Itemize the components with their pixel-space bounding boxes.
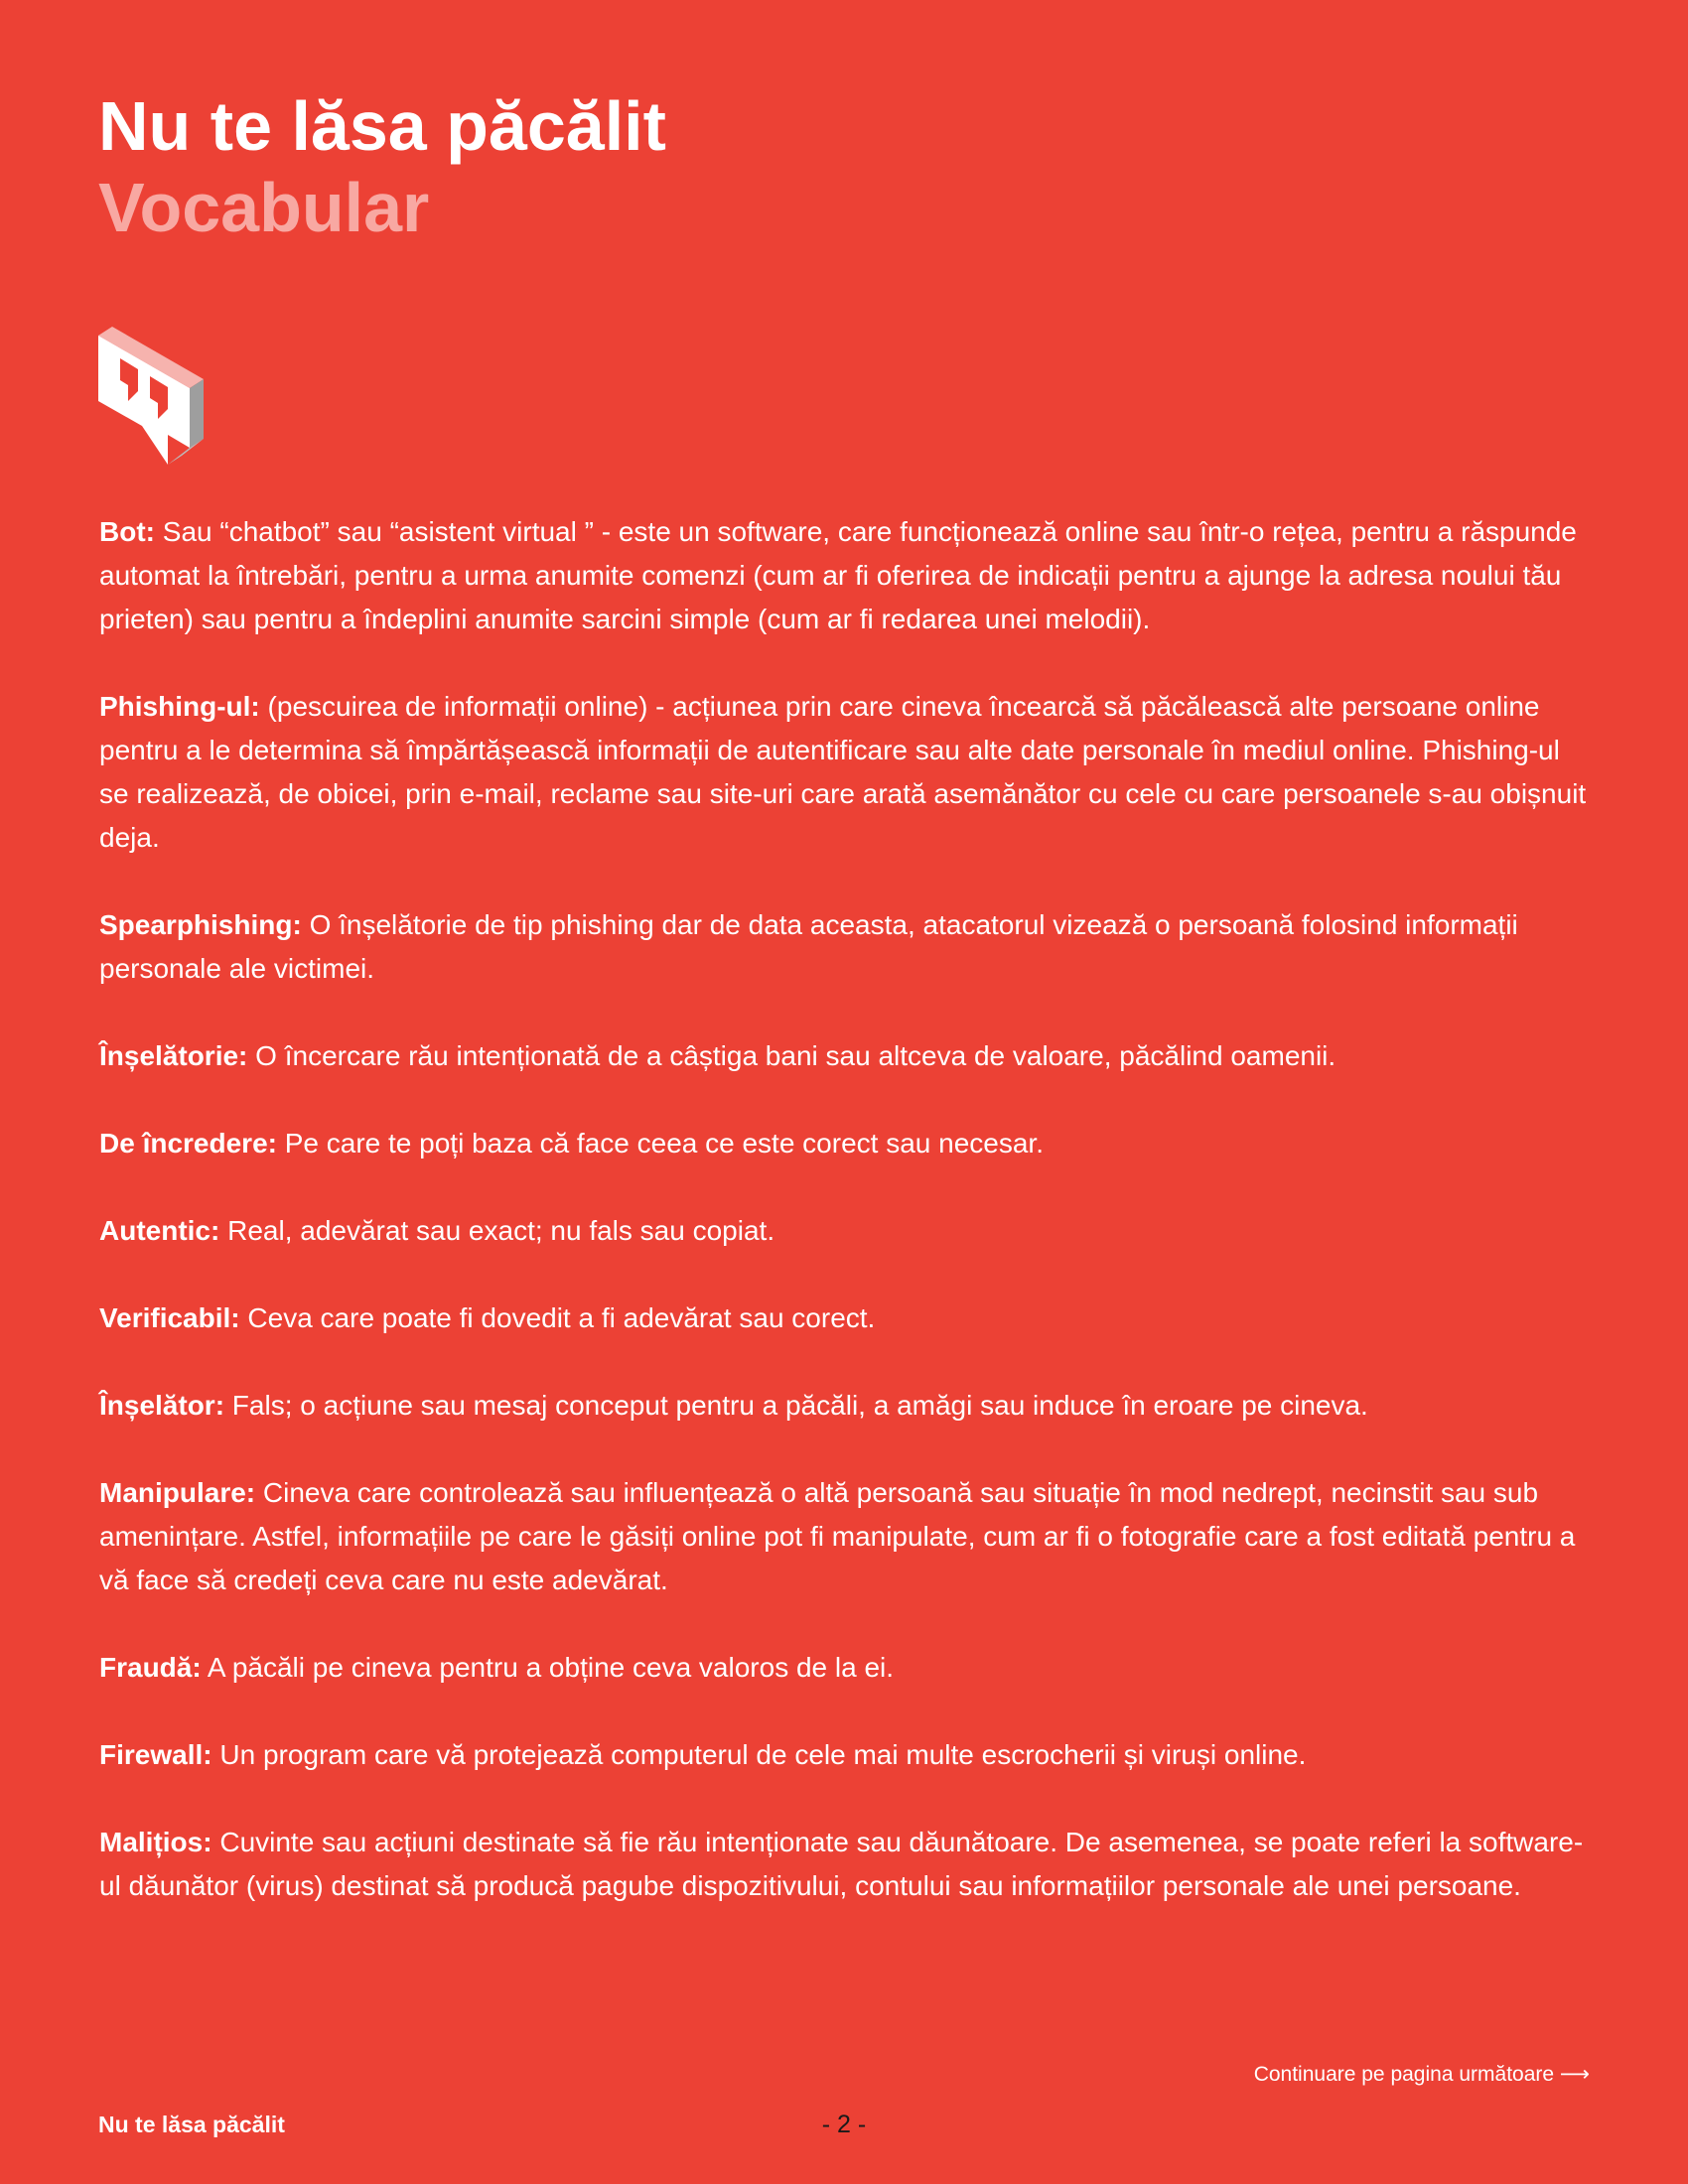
vocab-entry-manipulare [99,1471,1589,1602]
continue-next-page-link[interactable]: Continuare pe pagina următoare ⟶ [1253,2063,1590,2086]
term-definition: (pescuirea de informații online) - acțiunea prin care cineva încearcă să păcălească alte persoane online pentru a le determina să împărtășească informații de autentificare sau alte date personale în mediul online. Phishing-ul se realizează, de obicei, prin e-mail, reclame sau site-uri care arată asemănător cu cele cu care persoanele s-au obișnuit deja. [99,691,1587,853]
page-number: - 2 - [821,2111,867,2138]
term-label: Spearphishing: [99,909,302,940]
term-definition: A păcăli pe cineva pentru a obține ceva valoros de la ei. [201,1652,895,1683]
term-label: Bot: [99,516,155,547]
quote-speech-bubble-icon [98,324,204,465]
vocab-entry-spearphishing [99,903,1589,991]
page-subtitle: Vocabular [98,169,430,246]
term-definition: O încercare rău intenționată de a câștiga bani sau altceva de valoare, păcălind oamenii. [247,1040,1336,1071]
term-definition: Cuvinte sau acțiuni destinate să fie rău intenționate sau dăunătoare. De asemenea, se poate referi la software-ul dăunător (virus) destinat să producă pagube dispozitivului, contului sau informațiilor personale ale unei persoane. [99,1827,1584,1901]
term-label: De încredere: [99,1128,277,1159]
vocab-entry-autentic [99,1209,1589,1253]
term-label: Manipulare: [99,1477,256,1508]
term-label: Autentic: [99,1215,220,1246]
term-label: Înșelătorie: [99,1040,248,1071]
vocab-entry-inselator [99,1384,1589,1428]
vocab-entry-firewall [99,1733,1589,1777]
vocab-entry-verificabil [99,1297,1589,1340]
vocab-entry-malitios [99,1821,1589,1908]
vocabulary-list [99,510,1589,1952]
vocab-entry-bot [99,510,1589,641]
term-definition: Cineva care controlează sau influențează o altă persoană sau situație în mod nedrept, necinstit sau sub amenințare. Astfel, informațiile pe care le găsiți online pot fi manipulate, cum ar fi o fotografie care a fost editată pentru a vă face să credeți ceva care nu este adevărat. [99,1477,1576,1595]
term-definition: Fals; o acțiune sau mesaj conceput pentru a păcăli, a amăgi sau induce în eroare pe cineva. [224,1390,1368,1421]
term-definition: O înșelătorie de tip phishing dar de data aceasta, atacatorul vizează o persoană folosind informații personale ale victimei. [99,909,1518,984]
vocab-entry-frauda [99,1646,1589,1690]
term-definition: Ceva care poate fi dovedit a fi adevărat sau corect. [239,1302,876,1333]
term-label: Phishing-ul: [99,691,260,722]
term-definition: Real, adevărat sau exact; nu fals sau copiat. [219,1215,775,1246]
page-title: Nu te lăsa păcălit [98,87,666,165]
term-label: Fraudă: [99,1652,202,1683]
term-definition: Un program care vă protejează computerul de cele mai multe escrocherii și viruși online. [211,1739,1307,1770]
term-label: Verificabil: [99,1302,240,1333]
term-label: Înșelător: [99,1390,225,1421]
footer-title: Nu te lăsa păcălit [98,2112,285,2137]
term-definition: Sau “chatbot” sau “asistent virtual ” - este un software, care funcționează online sau într-o rețea, pentru a răspunde automat la întrebări, pentru a urma anumite comenzi (cum ar fi oferirea de indicații pentru a ajunge la adresa noului tău prieten) sau pentru a îndeplini anumite sarcini simple (cum ar fi redarea unei melodii). [99,516,1577,634]
vocab-entry-de-incredere [99,1122,1589,1165]
term-label: Firewall: [99,1739,212,1770]
vocab-entry-phishing [99,685,1589,860]
term-label: Malițios: [99,1827,212,1857]
vocab-entry-inselatorie [99,1034,1589,1078]
term-definition: Pe care te poți baza că face ceea ce este corect sau necesar. [276,1128,1044,1159]
